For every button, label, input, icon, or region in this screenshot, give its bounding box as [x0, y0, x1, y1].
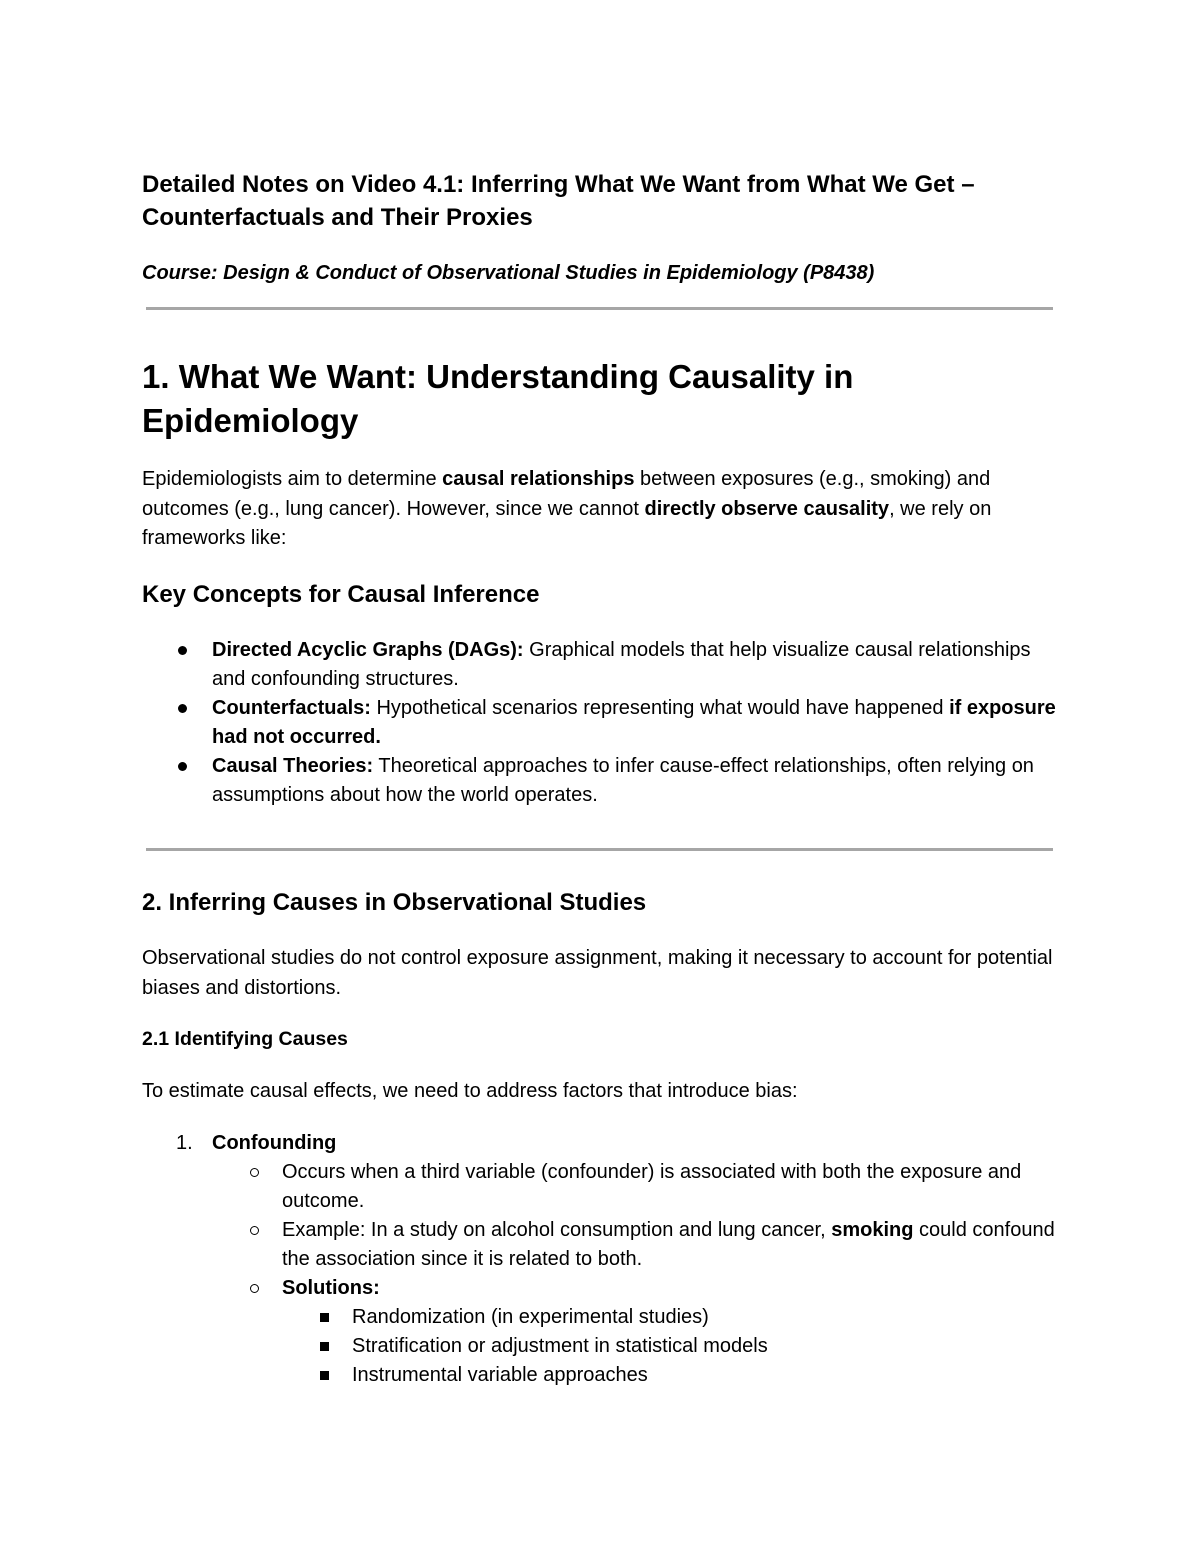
identifying-causes-intro: To estimate causal effects, we need to address factors that introduce bias: — [142, 1080, 798, 1102]
key-concepts-list — [178, 636, 1058, 810]
sub-item: Example: In a study on alcohol consumption and lung cancer, smoking could confound the association since it is related to both. — [142, 1216, 1062, 1274]
bias-factors-list — [142, 1129, 1062, 1390]
list-item: Counterfactuals: Hypothetical scenarios representing what would have happened if exposure had not occurred. — [178, 694, 1058, 752]
list-item-confounding: 1. Confounding — [142, 1129, 1062, 1158]
circle-bullet-icon — [250, 1284, 259, 1293]
circle-bullet-icon — [250, 1168, 259, 1177]
key-concepts-heading: Key Concepts for Causal Inference — [142, 581, 540, 608]
sub-item: Occurs when a third variable (confounder) is associated with both the exposure and outcome. — [142, 1158, 1062, 1216]
section-2-heading: 2. Inferring Causes in Observational Studies — [142, 889, 647, 916]
solution-item: Stratification or adjustment in statistical models — [142, 1332, 1062, 1361]
section-1-paragraph: Epidemiologists aim to determine causal relationships between exposures (e.g., smoking) and outcomes (e.g., lung cancer). However, since we cannot directly observe causality, we rely on frameworks like: — [142, 468, 992, 549]
identifying-causes-heading: 2.1 Identifying Causes — [142, 1028, 348, 1050]
course-line: Course: Design & Conduct of Observational Studies in Epidemiology (P8438) — [142, 262, 875, 284]
bullet-icon — [178, 646, 187, 655]
solution-item: Randomization (in experimental studies) — [142, 1303, 1062, 1332]
square-bullet-icon — [320, 1342, 329, 1351]
circle-bullet-icon — [250, 1226, 259, 1235]
list-number: 1. — [176, 1132, 193, 1154]
section-1-heading: 1. What We Want: Understanding Causality in Epidemiology — [142, 358, 854, 439]
square-bullet-icon — [320, 1371, 329, 1380]
list-item: Directed Acyclic Graphs (DAGs): Graphical models that help visualize causal relationships and confounding structures. — [178, 636, 1058, 694]
bullet-icon — [178, 704, 187, 713]
horizontal-rule — [146, 307, 1053, 310]
bullet-icon — [178, 762, 187, 771]
solution-item: Instrumental variable approaches — [142, 1361, 1062, 1390]
horizontal-rule — [146, 848, 1053, 851]
square-bullet-icon — [320, 1313, 329, 1322]
section-2-paragraph: Observational studies do not control exposure assignment, making it necessary to account for potential biases and distortions. — [142, 947, 1053, 999]
document-title: Detailed Notes on Video 4.1: Inferring What We Want from What We Get – Counterfactuals and Their Proxies — [142, 171, 975, 231]
list-item: Causal Theories: Theoretical approaches to infer cause-effect relationships, often relying on assumptions about how the world operates. — [178, 752, 1058, 810]
sub-item: Solutions: — [142, 1274, 1062, 1303]
